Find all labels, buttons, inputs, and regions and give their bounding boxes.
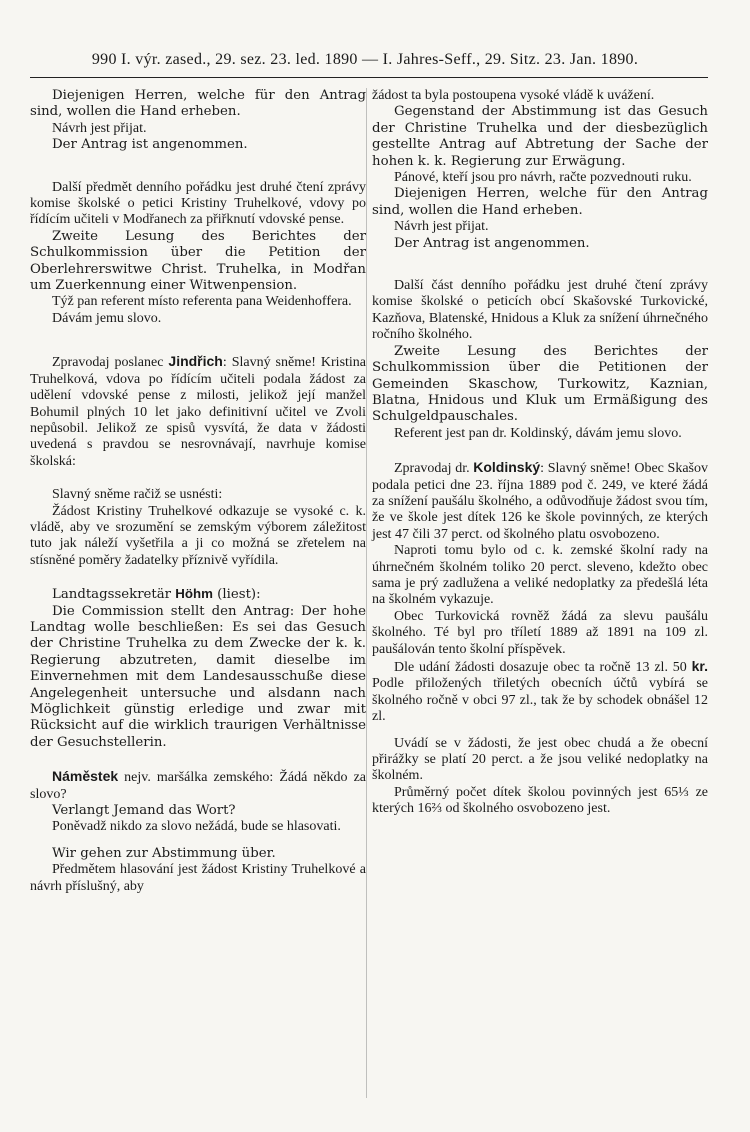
- paragraph: Der Antrag ist angenommen.: [394, 235, 590, 251]
- text: nejv. maršálka zemského: Žádá někdo za slovo?: [30, 770, 366, 802]
- text: : Slavný sněme! Obec Skašov podala petici dne 23. října 1889 pod č. 249, ve které žádá za snížení paušálu školného, a odůvodňuje žádost svou tím, že ve škole jest dítek 126 ke škole povinných, ze kterých jest 47 čili 37 perct. od školného platu osvobozeno.: [372, 461, 708, 542]
- paragraph: [30, 768, 366, 803]
- paragraph: Průměrný počet dítek školou povinných jest 65⅓ ze kterých 16⅔ od školného osvobozeno jest.: [372, 784, 708, 817]
- paragraph: Zweite Lesung des Berichtes der Schulkommission über die Petition der Oberlehrerswitwe Christ. Truhelka, in Modřan um Zuerkennung einer Witwenpension.: [30, 228, 366, 294]
- text: Podle přiložených třiletých obecních účtů vybírá se školného ročně v obci 97 zl., tak že by schodek obnášel 12 zl.: [372, 676, 708, 725]
- paragraph: Týž pan referent místo referenta pana Weidenhoffera.: [52, 294, 352, 310]
- paragraph: žádost ta byla postoupena vysoké vládě k uvážení.: [372, 88, 655, 103]
- paragraph: Uvádí se v žádosti, že jest obec chudá a že obecní přirážky se platí 20 perct. a že jsou veliké nedoplatky na školném.: [372, 735, 708, 784]
- paragraph: Diejenigen Herren, welche für den Antrag sind, wollen die Hand erheben.: [372, 186, 708, 218]
- text: Dle udání žádosti dosazuje obec ta ročně 13 zl. 50: [394, 660, 692, 675]
- text: Zpravodaj poslanec: [52, 355, 169, 371]
- paragraph: Referent jest pan dr. Koldinský, dávám jemu slovo.: [394, 425, 682, 441]
- paragraph: Verlangt Jemand das Wort?: [52, 803, 236, 819]
- paragraph: Naproti tomu bylo od c. k. zemské školní rady na úhrnečném školném toliko 20 perct. sleveno, kdežto obec sama je prý zadlužena a veliké nedoplatky za předešlá léta na školném vykazuje.: [372, 543, 708, 608]
- paragraph: Předmětem hlasování jest žádost Kristiny Truhelkové a návrh příslušný, aby: [30, 862, 366, 894]
- paragraph: Pánové, kteří jsou pro návrh, račte pozvednouti ruku.: [394, 170, 692, 186]
- paragraph: Der Antrag ist angenommen.: [52, 137, 248, 153]
- column-divider: [366, 88, 367, 1098]
- paragraph: Další předmět denního pořádku jest druhé čtení zprávy komise školské o petici Kristiny Truhelkové, vdovy po řídícím učiteli v Modřanech za přiřknutí vdovské pense.: [30, 179, 366, 228]
- paragraph: Zweite Lesung des Berichtes der Schulkommission über die Petitionen der Gemeinden Skaschow, Turkowitz, Kaznian, Blatna, Hnidous und Kluk um Ermäßigung des Schulgeldpauschales.: [372, 343, 708, 425]
- paragraph: [30, 353, 366, 470]
- speaker-name: Höhm: [175, 586, 213, 602]
- paragraph: Návrh jest přijat.: [394, 219, 489, 235]
- page-header: 990 I. výr. zased., 29. sez. 23. led. 1890 — I. Jahres-Seff., 29. Sitz. 23. Jan. 1890.: [91, 51, 639, 68]
- paragraph: Wir gehen zur Abstimmung über.: [52, 845, 276, 861]
- paragraph: [30, 586, 366, 603]
- speaker-name: Jindřich: [168, 353, 223, 370]
- speaker-name: Náměstek: [52, 768, 119, 785]
- speaker-name: Koldinský: [473, 459, 541, 476]
- paragraph: [372, 459, 708, 543]
- text: Zpravodaj dr.: [394, 461, 474, 477]
- paragraph: [372, 658, 708, 726]
- paragraph: Návrh jest přijat.: [52, 120, 147, 136]
- paragraph: Gegenstand der Abstimmung ist das Gesuch der Christine Truhelka und der diesbezüglich gestellte Antrag auf Abtretung der Sache der hohen k. k. Regierung zur Erwägung.: [372, 104, 708, 169]
- paragraph: Další část denního pořádku jest druhé čtení zprávy komise školské o peticích obcí Skašovské Turkovické, Kazňova, Blatenské, Hnidous a Kluk za snížení úhrnečného ročního školného.: [372, 278, 708, 343]
- text: Landtagssekretär: [52, 587, 176, 603]
- paragraph: Poněvadž nikdo za slovo nežádá, bude se hlasovati.: [52, 819, 341, 835]
- paragraph: Obec Turkovická rovněž žádá za slevu paušálu školného. Té byl pro tříletí 1889 až 1891 na 109 zl. paušálován tento školní příspěvek.: [372, 608, 708, 657]
- right-column: [372, 88, 708, 818]
- paragraph: Die Commission stellt den Antrag: Der hohe Landtag wolle beschließen: Es sei das Gesuch der Christine Truhelka zu dem Zwecke der k. k. Regierung abzutreten, damit dieselbe im Einvernehmen mit dem Landesausschuße diese Angelegenheit untersuche und alsdann nach Möglichkeit günstig erledige und zwar mit Rücksicht auf die wirklich traurigen Verhältnisse der Gesuchstellerin.: [30, 603, 366, 750]
- paragraph: Diejenigen Herren, welche für den Antrag sind, wollen die Hand erheben.: [30, 88, 366, 120]
- paragraph: Dávám jemu slovo.: [52, 310, 162, 326]
- header-rule: [30, 77, 708, 78]
- text: (liest):: [212, 587, 261, 603]
- text: : Slavný sněme! Kristina Truhelková, vdova po řídícím učiteli podala žádost za udělení vdovské pense z milosti, jelikož její manžel Bohumil plných 10 let jako definitivní učitel ve Zvoli nepůsobil. Jelikož ze spisů vysvítá, že data v žádosti uvedená s pravdou se nesrovnávají, navrhuje komise školská:: [30, 355, 367, 469]
- bold-term: kr.: [691, 658, 708, 674]
- paragraph: Žádost Kristiny Truhelkové odkazuje se vysoké c. k. vládě, aby ve srozumění se zemským výborem záležitost tuto jak náleží vyšetřila a ji co možná se zřetelem na stísněné poměry žadatelky příznivě vyřídila.: [30, 503, 366, 568]
- paragraph: Slavný sněme račiž se usnésti:: [52, 487, 223, 503]
- left-column: [30, 88, 366, 895]
